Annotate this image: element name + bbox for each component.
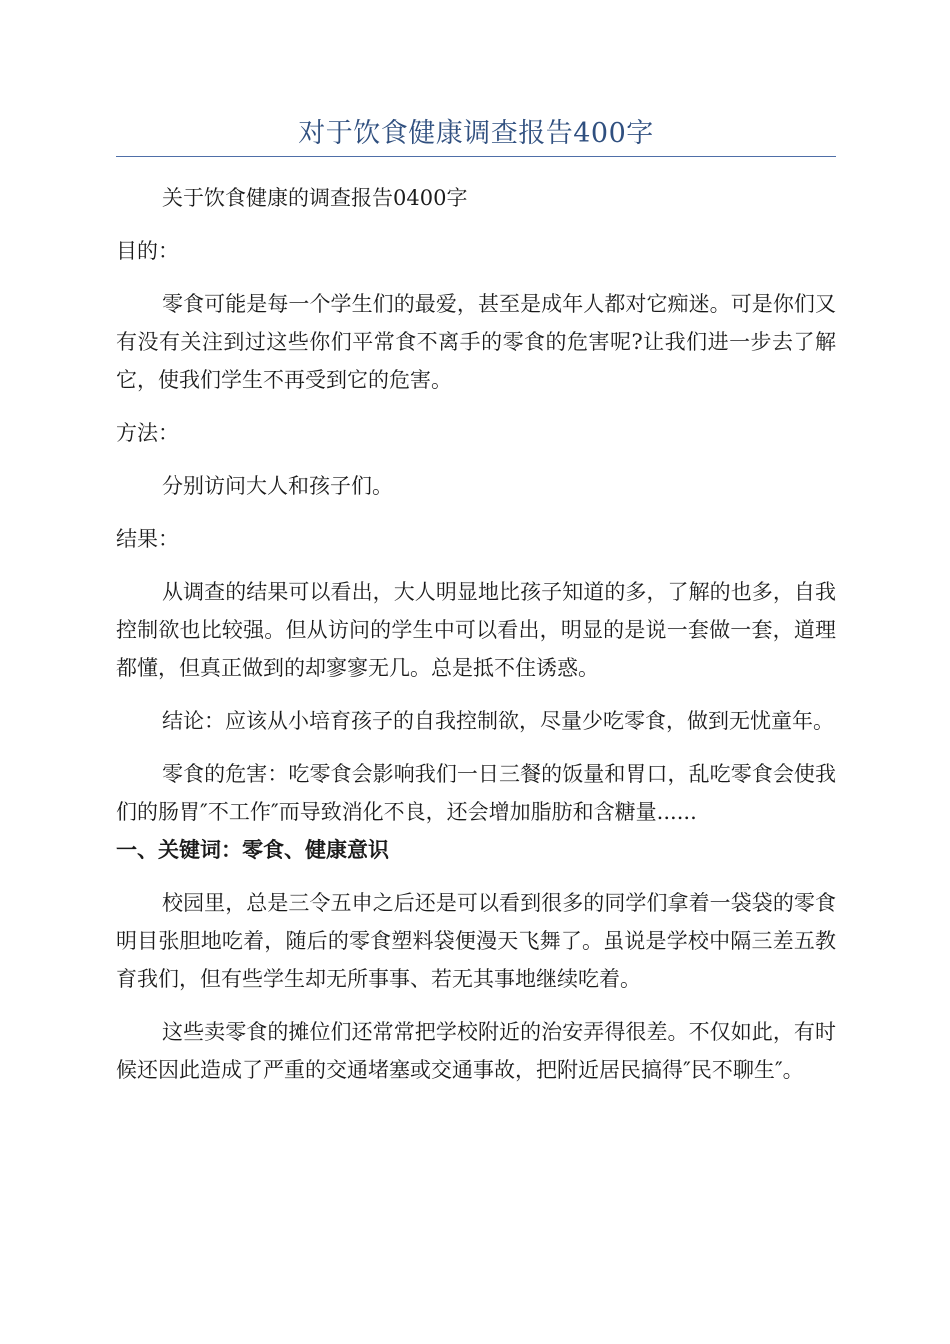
subtitle: 关于饮食健康的调查报告0400字: [162, 186, 468, 210]
conclusion-paragraph: 结论：应该从小培育孩子的自我控制欲，尽量少吃零食，做到无忧童年。: [162, 709, 834, 733]
harm-paragraph: 零食的危害：吃零食会影响我们一日三餐的饭量和胃口，乱吃零食会使我们的肠胃″不工作″而导致消化不良，还会增加脂肪和含糖量......: [116, 762, 836, 824]
keywords-heading: 一、关键词：零食、健康意识: [116, 838, 389, 862]
campus-paragraph: 校园里，总是三令五申之后还是可以看到很多的同学们拿着一袋袋的零食明目张胆地吃着，随后的零食塑料袋便漫天飞舞了。虽说是学校中隔三差五教育我们，但有些学生却无所事事、若无其事地继续吃着。: [116, 891, 836, 991]
purpose-paragraph: 零食可能是每一个学生们的最爱，甚至是成年人都对它痴迷。可是你们又有没有关注到过这些你们平常食不离手的零食的危害呢?让我们进一步去了解它，使我们学生不再受到它的危害。: [116, 292, 836, 392]
result-paragraph: 从调查的结果可以看出，大人明显地比孩子知道的多，了解的也多，自我控制欲也比较强。但从访问的学生中可以看出，明显的是说一套做一套，道理都懂，但真正做到的却寥寥无几。总是抵不住诱惑。: [116, 580, 836, 680]
method-label: 方法：: [116, 421, 179, 445]
document-page: [116, 0, 836, 1089]
stalls-paragraph: 这些卖零食的摊位们还常常把学校附近的治安弄得很差。不仅如此，有时候还因此造成了严重的交通堵塞或交通事故，把附近居民搞得″民不聊生″。: [116, 1020, 836, 1082]
method-paragraph: 分别访问大人和孩子们。: [162, 474, 393, 498]
result-label: 结果：: [116, 527, 179, 551]
purpose-label: 目的：: [116, 239, 179, 263]
document-title: 对于饮食健康调查报告400字: [298, 118, 654, 149]
title-underline: [116, 156, 836, 157]
